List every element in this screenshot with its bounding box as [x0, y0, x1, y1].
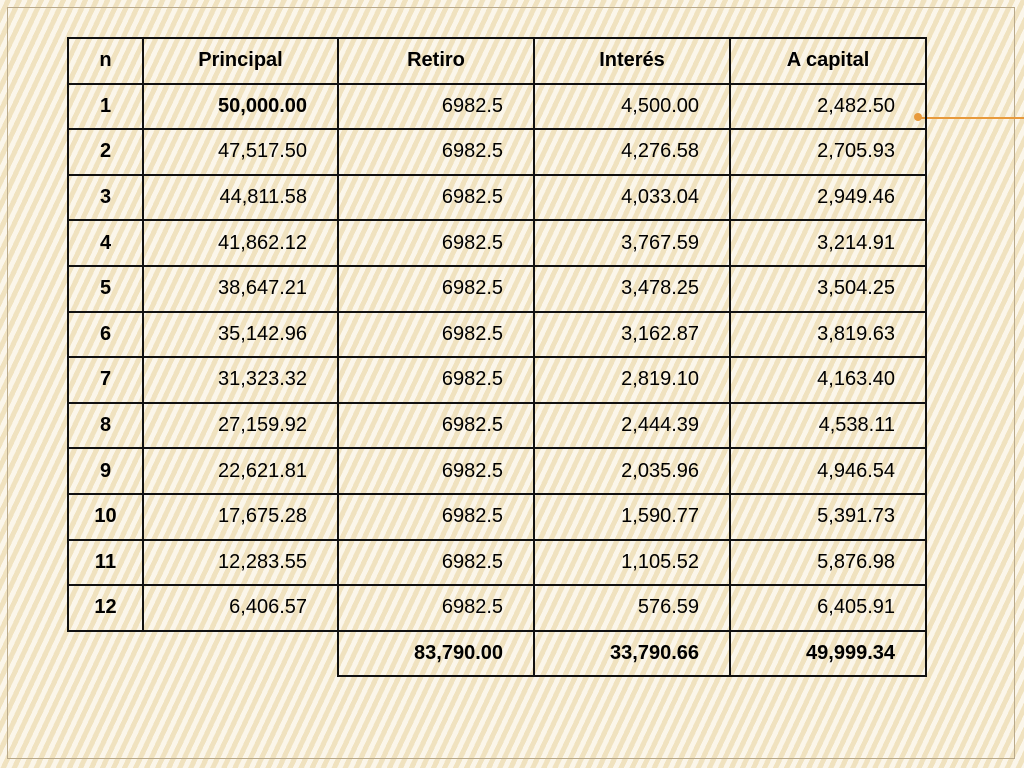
header-retiro: Retiro [338, 38, 534, 84]
cell-principal: 6,406.57 [143, 585, 338, 631]
header-interes: Interés [534, 38, 730, 84]
total-interes: 33,790.66 [534, 631, 730, 677]
cell-principal: 17,675.28 [143, 494, 338, 540]
table-row [68, 175, 926, 221]
cell-interes: 3,478.25 [534, 266, 730, 312]
cell-retiro: 6982.5 [338, 84, 534, 130]
totals-empty-n [68, 631, 143, 677]
cell-a-capital: 5,391.73 [730, 494, 926, 540]
cell-retiro: 6982.5 [338, 494, 534, 540]
header-a-capital: A capital [730, 38, 926, 84]
cell-retiro: 6982.5 [338, 220, 534, 266]
table-row [68, 357, 926, 403]
cell-retiro: 6982.5 [338, 585, 534, 631]
cell-interes: 4,500.00 [534, 84, 730, 130]
cell-interes: 3,767.59 [534, 220, 730, 266]
cell-principal: 50,000.00 [143, 84, 338, 130]
cell-principal: 12,283.55 [143, 540, 338, 586]
cell-interes: 1,590.77 [534, 494, 730, 540]
table-row [68, 494, 926, 540]
cell-retiro: 6982.5 [338, 129, 534, 175]
cell-n: 9 [68, 448, 143, 494]
cell-principal: 22,621.81 [143, 448, 338, 494]
total-a-capital: 49,999.34 [730, 631, 926, 677]
cell-a-capital: 4,538.11 [730, 403, 926, 449]
cell-a-capital: 5,876.98 [730, 540, 926, 586]
table-row [68, 129, 926, 175]
cell-retiro: 6982.5 [338, 403, 534, 449]
header-principal: Principal [143, 38, 338, 84]
decorative-line [920, 117, 1024, 119]
cell-n: 11 [68, 540, 143, 586]
cell-interes: 2,035.96 [534, 448, 730, 494]
cell-interes: 4,033.04 [534, 175, 730, 221]
cell-interes: 576.59 [534, 585, 730, 631]
cell-principal: 31,323.32 [143, 357, 338, 403]
cell-n: 10 [68, 494, 143, 540]
cell-a-capital: 3,214.91 [730, 220, 926, 266]
header-row [68, 38, 926, 84]
table-row [68, 540, 926, 586]
table-row [68, 312, 926, 358]
cell-retiro: 6982.5 [338, 312, 534, 358]
cell-a-capital: 4,946.54 [730, 448, 926, 494]
cell-principal: 44,811.58 [143, 175, 338, 221]
cell-retiro: 6982.5 [338, 266, 534, 312]
cell-a-capital: 2,705.93 [730, 129, 926, 175]
total-retiro: 83,790.00 [338, 631, 534, 677]
cell-interes: 3,162.87 [534, 312, 730, 358]
cell-a-capital: 3,819.63 [730, 312, 926, 358]
cell-n: 1 [68, 84, 143, 130]
cell-a-capital: 2,949.46 [730, 175, 926, 221]
cell-interes: 2,444.39 [534, 403, 730, 449]
cell-a-capital: 6,405.91 [730, 585, 926, 631]
cell-principal: 47,517.50 [143, 129, 338, 175]
cell-retiro: 6982.5 [338, 175, 534, 221]
cell-a-capital: 3,504.25 [730, 266, 926, 312]
table-row [68, 266, 926, 312]
cell-a-capital: 2,482.50 [730, 84, 926, 130]
cell-principal: 27,159.92 [143, 403, 338, 449]
table-row [68, 84, 926, 130]
table-row [68, 220, 926, 266]
cell-n: 6 [68, 312, 143, 358]
cell-n: 4 [68, 220, 143, 266]
header-n: n [68, 38, 143, 84]
cell-n: 3 [68, 175, 143, 221]
cell-principal: 38,647.21 [143, 266, 338, 312]
table-row [68, 403, 926, 449]
cell-principal: 41,862.12 [143, 220, 338, 266]
table-row [68, 585, 926, 631]
cell-n: 7 [68, 357, 143, 403]
cell-n: 5 [68, 266, 143, 312]
cell-interes: 1,105.52 [534, 540, 730, 586]
cell-interes: 4,276.58 [534, 129, 730, 175]
cell-n: 8 [68, 403, 143, 449]
cell-principal: 35,142.96 [143, 312, 338, 358]
totals-empty-principal [143, 631, 338, 677]
cell-retiro: 6982.5 [338, 540, 534, 586]
totals-row [68, 631, 926, 677]
cell-retiro: 6982.5 [338, 448, 534, 494]
table-row [68, 448, 926, 494]
cell-a-capital: 4,163.40 [730, 357, 926, 403]
amortization-table [67, 37, 927, 677]
cell-interes: 2,819.10 [534, 357, 730, 403]
cell-n: 12 [68, 585, 143, 631]
cell-retiro: 6982.5 [338, 357, 534, 403]
cell-n: 2 [68, 129, 143, 175]
